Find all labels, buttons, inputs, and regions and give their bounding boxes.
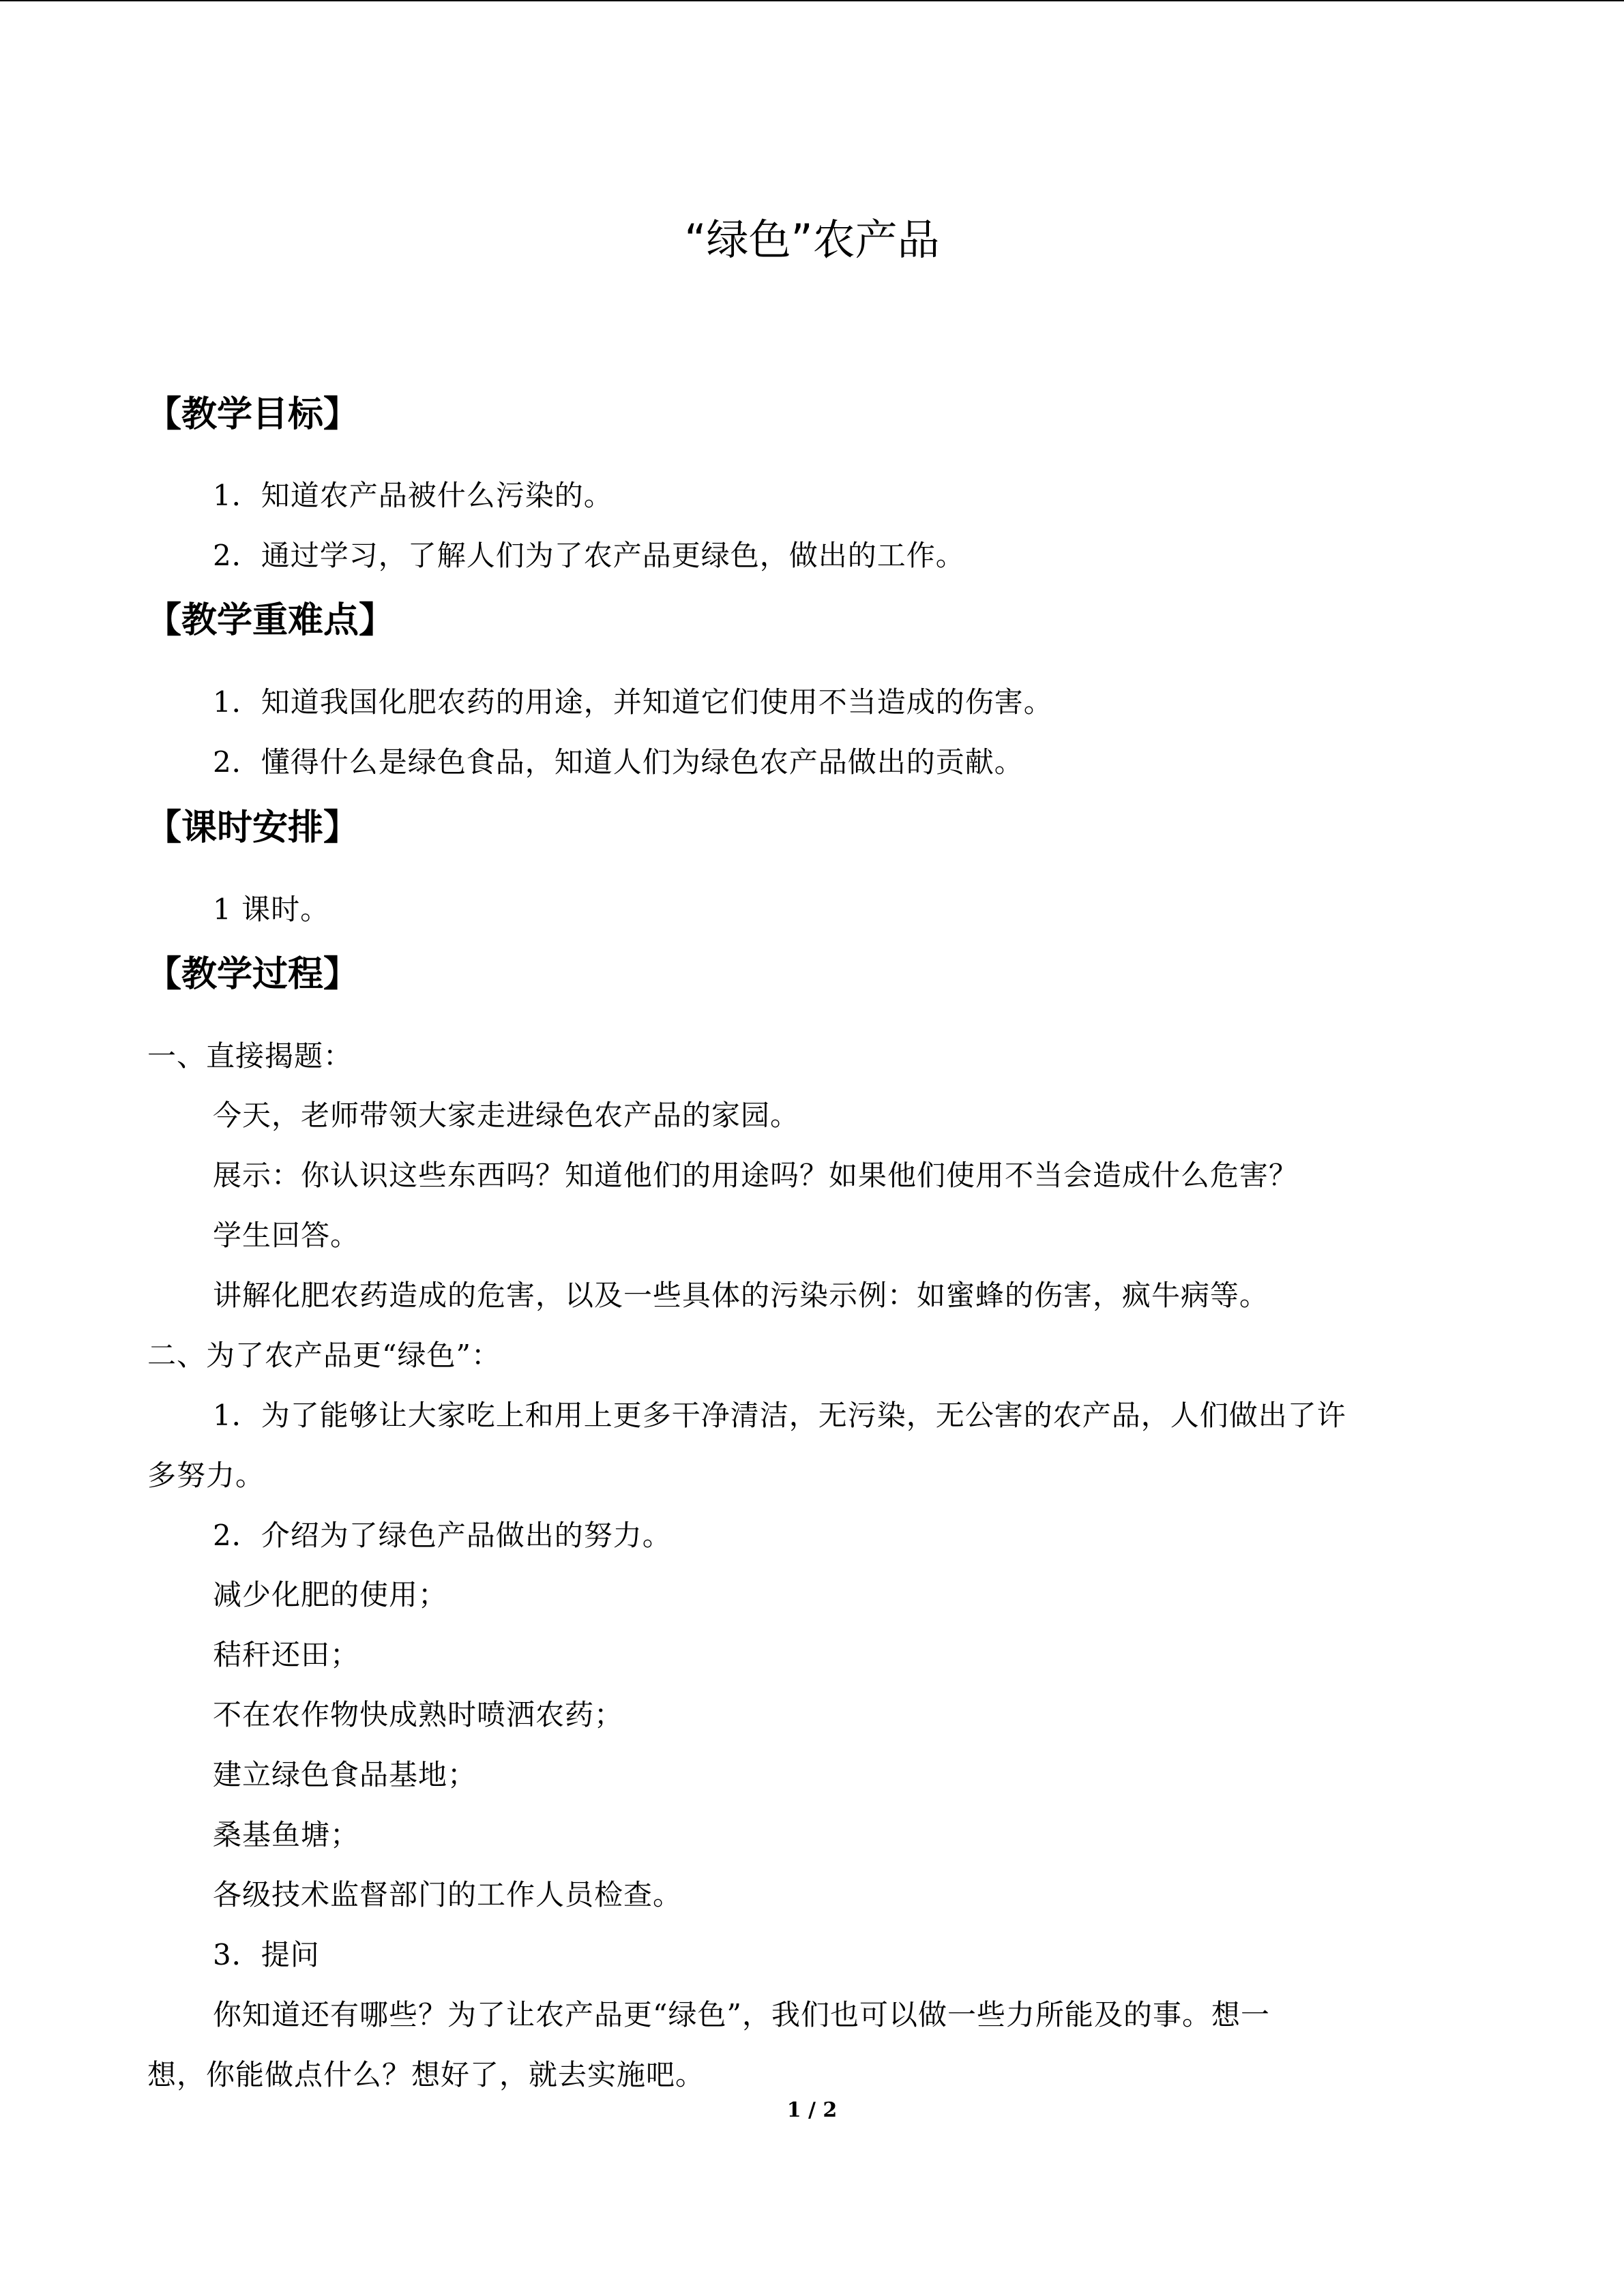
schedule-item: 1 课时。 — [213, 893, 330, 926]
process-line: 展示：你认识这些东西吗？知道他们的用途吗？如果他们使用不当会造成什么危害？ — [213, 1159, 1299, 1192]
objective-item: 2．通过学习，了解人们为了农产品更绿色，做出的工作。 — [213, 539, 965, 572]
effort-item: 不在农作物快成熟时喷洒农药； — [213, 1698, 624, 1731]
page-title: “绿色”农产品 — [684, 215, 940, 265]
process-line: 2．介绍为了绿色产品做出的努力。 — [213, 1519, 672, 1552]
process-line: 今天，老师带领大家走进绿色农产品的家园。 — [213, 1099, 800, 1132]
effort-item: 建立绿色食品基地； — [213, 1758, 477, 1791]
page-number: 1 / 2 — [786, 2098, 838, 2122]
effort-item: 秸秆还田； — [213, 1638, 360, 1671]
section-heading-process: 【教学过程】 — [146, 954, 359, 995]
process-line: 你知道还有哪些？为了让农产品更“绿色”，我们也可以做一些力所能及的事。想一 — [213, 1998, 1270, 2031]
key-point-item: 2．懂得什么是绿色食品，知道人们为绿色农产品做出的贡献。 — [213, 745, 1024, 779]
process-line: 学生回答。 — [213, 1219, 360, 1252]
objective-item: 1．知道农产品被什么污染的。 — [213, 479, 613, 512]
process-line: 3．提问 — [213, 1938, 320, 1971]
key-point-item: 1．知道我国化肥农药的用途，并知道它们使用不当造成的伤害。 — [213, 685, 1053, 719]
process-line-continuation: 多努力。 — [147, 1459, 265, 1492]
process-line: 1．为了能够让大家吃上和用上更多干净清洁，无污染，无公害的农产品，人们做出了许 — [213, 1399, 1346, 1432]
process-line: 讲解化肥农药造成的危害，以及一些具体的污染示例：如蜜蜂的伤害，疯牛病等。 — [213, 1279, 1269, 1312]
effort-item: 桑基鱼塘； — [213, 1818, 360, 1851]
process-line-continuation: 想，你能做点什么？想好了，就去实施吧。 — [147, 2058, 705, 2091]
effort-item: 各级技术监督部门的工作人员检查。 — [213, 1878, 683, 1911]
section-heading-objectives: 【教学目标】 — [146, 394, 359, 435]
process-part-title: 二、为了农产品更“绿色”： — [147, 1339, 501, 1372]
process-part-title: 一、直接揭题： — [147, 1039, 353, 1073]
effort-item: 减少化肥的使用； — [213, 1578, 448, 1611]
section-heading-key-points: 【教学重难点】 — [146, 600, 395, 641]
section-heading-schedule: 【课时安排】 — [146, 807, 359, 848]
